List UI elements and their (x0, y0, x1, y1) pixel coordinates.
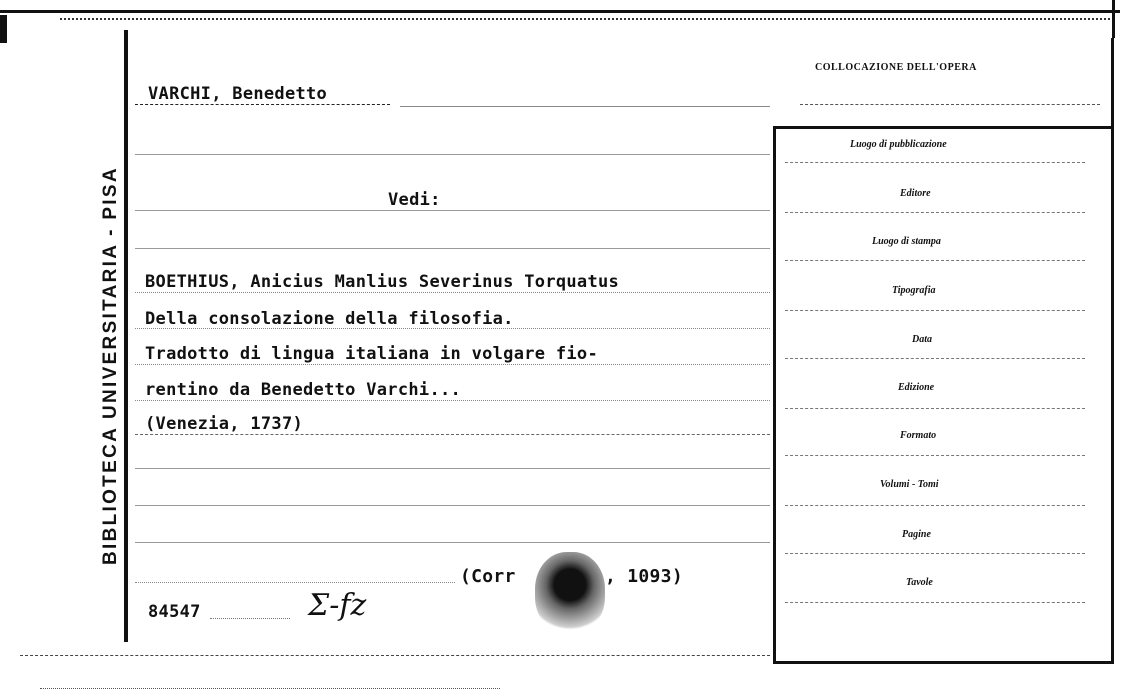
field-line-7 (785, 455, 1085, 456)
ruled-line-5 (135, 292, 770, 293)
ruled-line-9 (135, 434, 770, 435)
ruled-line-1b (400, 106, 770, 107)
handwritten-signature: Σ-fz (308, 588, 367, 623)
placement-box (773, 126, 1114, 664)
field-tavole: Tavole (906, 577, 933, 588)
top-border-faint (60, 18, 1110, 20)
ruled-line-14 (210, 618, 290, 619)
institution-label: BIBLIOTECA UNIVERSITARIA - PISA (100, 166, 121, 565)
author-heading: VARCHI, Benedetto (148, 84, 328, 104)
ruled-line-11 (135, 505, 770, 506)
placement-title: COLLOCAZIONE DELL'OPERA (815, 62, 977, 73)
desc-line-4: rentino da Benedetto Varchi... (145, 380, 462, 400)
bottom-line-2 (40, 688, 500, 689)
reference-suffix: , 1093) (605, 566, 683, 587)
field-line-2 (785, 212, 1085, 213)
top-border (0, 10, 1120, 13)
field-line-4 (785, 310, 1085, 311)
field-formato: Formato (900, 430, 937, 441)
ruled-line-6 (135, 328, 770, 329)
field-volumi-tomi: Volumi - Tomi (880, 479, 939, 490)
field-luogo-pubblicazione: Luogo di pubblicazione (850, 139, 947, 150)
field-tipografia: Tipografia (892, 285, 936, 296)
left-edge-mark (0, 15, 7, 43)
ruled-line-7 (135, 364, 770, 365)
ruled-line-2 (135, 154, 770, 155)
top-right-mark (1112, 0, 1115, 38)
ruled-line-13 (135, 582, 455, 583)
field-line-8 (785, 505, 1085, 506)
left-rule (124, 30, 128, 642)
field-editore: Editore (900, 188, 931, 199)
field-line-10 (785, 602, 1085, 603)
ruled-line-8 (135, 400, 770, 401)
field-line-1 (785, 162, 1085, 163)
desc-line-5: (Venezia, 1737) (145, 414, 304, 434)
reference-prefix: (Corr (460, 566, 516, 587)
bottom-line-1 (20, 655, 770, 656)
desc-line-1: BOETHIUS, Anicius Manlius Severinus Torquatus (145, 272, 620, 292)
field-edizione: Edizione (898, 382, 935, 393)
field-line-5 (785, 358, 1085, 359)
placement-top-line (800, 104, 1100, 105)
inventory-number: 84547 (148, 602, 201, 622)
ruled-line-4 (135, 248, 770, 249)
desc-line-3: Tradotto di lingua italiana in volgare fio- (145, 344, 598, 364)
field-luogo-stampa: Luogo di stampa (872, 236, 941, 247)
desc-line-2: Della consolazione della filosofia. (145, 309, 514, 329)
field-line-9 (785, 553, 1085, 554)
field-pagine: Pagine (902, 529, 931, 540)
library-stamp (535, 552, 605, 634)
see-label: Vedi: (388, 190, 441, 210)
field-line-6 (785, 408, 1085, 409)
ruled-line-10 (135, 468, 770, 469)
ruled-line-12 (135, 542, 770, 543)
field-line-3 (785, 260, 1085, 261)
ruled-line-3 (135, 210, 770, 211)
ruled-line-1 (135, 104, 390, 105)
field-data: Data (912, 334, 932, 345)
